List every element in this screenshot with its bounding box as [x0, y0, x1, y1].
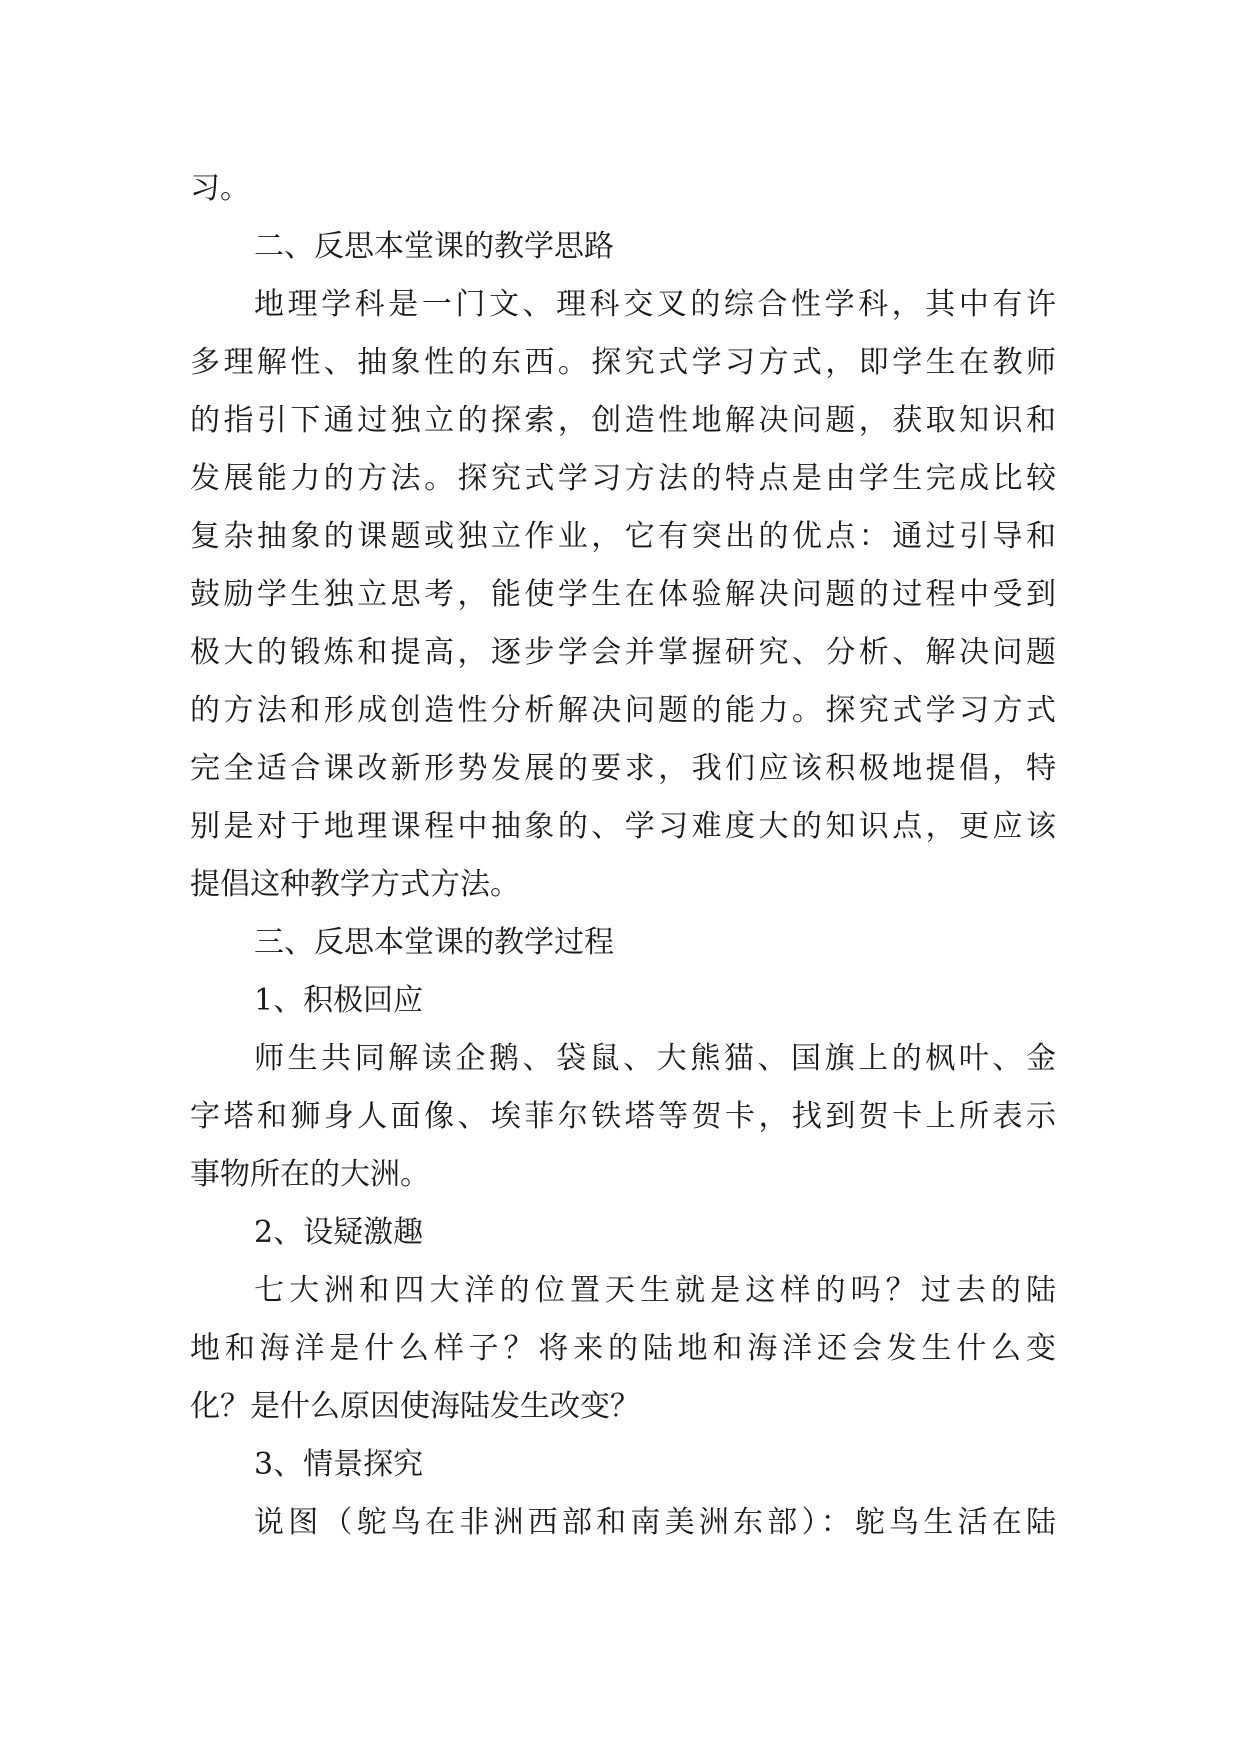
text-line: 事物所在的大洲。 — [190, 1157, 430, 1192]
text-line: 提倡这种教学方式方法。 — [190, 867, 520, 902]
text-line: 别是对于地理课程中抽象的、学习难度大的知识点，更应该 — [190, 809, 1056, 844]
text-line: 习。 — [190, 171, 250, 206]
text-line: 复杂抽象的课题或独立作业，它有突出的优点：通过引导和 — [190, 519, 1056, 554]
text-line: 鼓励学生独立思考，能使学生在体验解决问题的过程中受到 — [190, 577, 1056, 612]
text-line: 多理解性、抽象性的东西。探究式学习方式，即学生在教师 — [190, 345, 1056, 380]
text-line: 的指引下通过独立的探索，创造性地解决问题，获取知识和 — [190, 403, 1056, 438]
text-line: 七大洲和四大洋的位置天生就是这样的吗？过去的陆 — [254, 1273, 1056, 1308]
subsection-heading: 3、情景探究 — [254, 1447, 424, 1482]
text-line: 地理学科是一门文、理科交叉的综合性学科，其中有许 — [254, 287, 1056, 322]
text-line: 发展能力的方法。探究式学习方法的特点是由学生完成比较 — [190, 461, 1056, 496]
section-heading: 二、反思本堂课的教学思路 — [254, 229, 614, 264]
document-page — [190, 160, 1056, 1552]
section-heading: 三、反思本堂课的教学过程 — [254, 925, 614, 960]
text-line: 化？是什么原因使海陆发生改变？ — [190, 1389, 640, 1424]
text-line: 完全适合课改新形势发展的要求，我们应该积极地提倡，特 — [190, 751, 1056, 786]
text-line: 地和海洋是什么样子？将来的陆地和海洋还会发生什么变 — [190, 1331, 1056, 1366]
text-line: 的方法和形成创造性分析解决问题的能力。探究式学习方式 — [190, 693, 1056, 728]
text-line: 字塔和狮身人面像、埃菲尔铁塔等贺卡，找到贺卡上所表示 — [190, 1099, 1056, 1134]
text-line: 说图（鸵鸟在非洲西部和南美洲东部）：鸵鸟生活在陆 — [254, 1505, 1056, 1540]
subsection-heading: 2、设疑激趣 — [254, 1215, 424, 1250]
text-line: 极大的锻炼和提高，逐步学会并掌握研究、分析、解决问题 — [190, 635, 1056, 670]
subsection-heading: 1、积极回应 — [254, 983, 424, 1018]
text-line: 师生共同解读企鹅、袋鼠、大熊猫、国旗上的枫叶、金 — [254, 1041, 1056, 1076]
